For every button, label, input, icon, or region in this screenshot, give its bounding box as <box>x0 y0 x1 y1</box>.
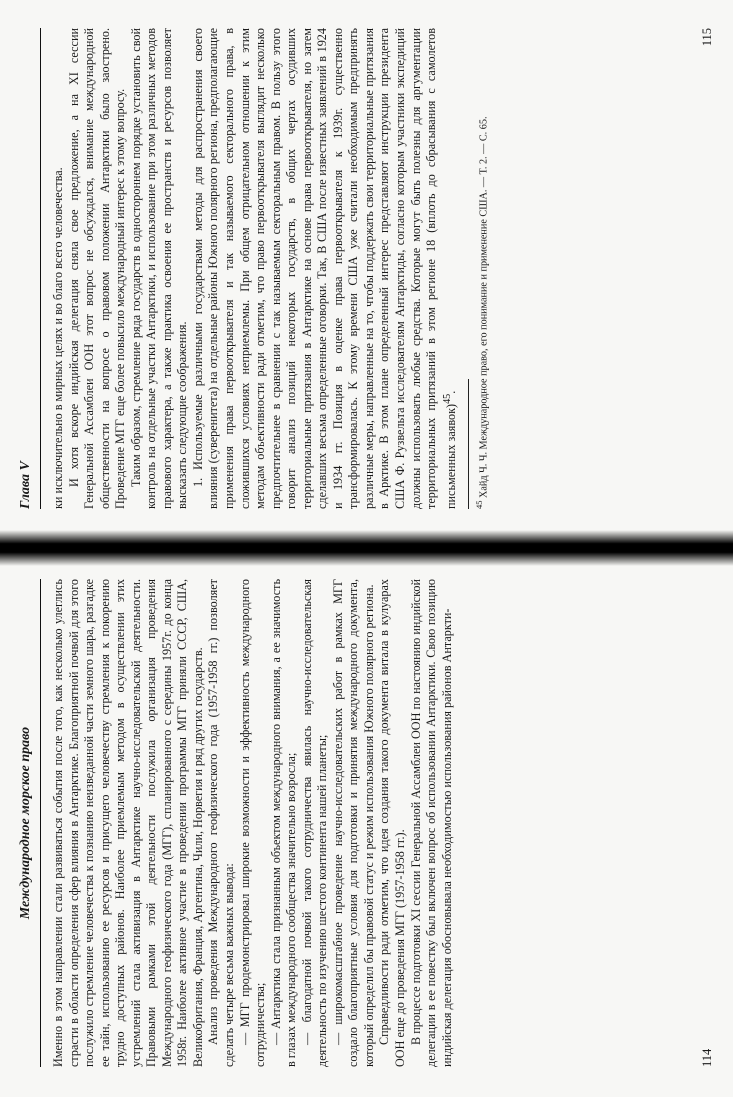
paragraph: Именно в этом направлении стали развиваться события после того, как несколько улеглись страсти в области определения сфер влияния в Антарктике. Благоприятной почвой для этого послужило стремление человечества к познанию неизведанной части земного шара, разгадке ее тайн, использованию ее ресурсов и присущего человечеству стремления к покорению трудно доступных районов. Наиболее приемлемым методом в осуществлении этих устремлений стала активизация в Антарктике научно-исследовательской деятельности. Правовыми рамками этой деятельности послужила организация проведения Международного геофизического года (МГГ), спланированного с середины 1957г. до конца 1958г. Наиболее активное участие в проведении программы МГГ приняли СССР, США, Великобритания, Франция, Аргентина, Чили, Норвегия и ряд других государств. <box>51 579 205 1067</box>
left-page <box>0 549 733 1097</box>
footnote-rule <box>468 379 469 509</box>
footnote-marker: 45 <box>474 500 485 509</box>
list-item: — Антарктика стала признанным объектом международного внимания, а ее значимость в глазах международного сообщества значительно возросла; <box>268 579 299 1067</box>
paragraph: Таким образом, стремление ряда государств в одностороннем порядке установить свой контроль на отдельные участки Антарктики, и использование при этом различных методов правового характера, а также практика освоения ее пространств и ресурсов позволяет высказать следующие соображения. <box>128 28 190 509</box>
paragraph: И хотя вскоре индийская делегация сняла свое предложение, а на XI сессии Генеральной Ассамблеи ООН этот вопрос не обсуждался, внимание международной общественности на вопросе о правовом положении Антарктики было заострено. Проведение МГГ еще более повысило международный интерес к этому вопросу. <box>66 28 128 509</box>
list-item: — МГГ продемонстрировал широкие возможности и эффективность международного сотрудничества; <box>237 579 268 1067</box>
running-head: Международное морское право <box>18 726 33 920</box>
page-number: 115 <box>700 28 714 47</box>
footnote-text: Хайд Ч. Ч. Международное право, его понимание и применение США. — Т. 2. — С. 65. <box>478 116 490 498</box>
paragraph-text: 1. Используемые различными государствами методы для распространения своего влияния (суверенитета) на отдельные районы Южного полярного региона, предполагающие применения права первооткрывателя и так называемого секторального права, в сложившихся условиях неприемлемы. При общем отрицательном отношении к этим методам объективности ради отметим, что право первооткрывателя выглядит несколько предпочтительнее в сравнении с так называемым секторальным правом. В пользу этого говорит анализ позиций некоторых государств, в общих чертах осудивших территориальные притязания в Антарктике на основе права первооткрывателя, но затем сделавших весьма определенные оговорки. Так, В США после известных заявлений в 1924 и 1934 гг. Позиция в оценке права первооткрывателя к 1939г. существенно трансформировалась. К этому времени США уже считали необходимым предпринять различные меры, направленные на то, чтобы поддержать свои территориальные притязания в Арктике. В этом плане определенный интерес представляют инструкции президента США Ф. Рузвельта исследователям Антарктиды, согласно которым участники экспедиций должны использовать любые средства. Которые могут быть полезны для аргументации территориальных притязаний в этом регионе 18 (вплоть до сбрасывания с самолетов письменных заявок) <box>190 28 458 509</box>
page-body <box>51 579 455 1067</box>
page-body <box>51 28 459 509</box>
paragraph: Справедливости ради отметим, что идея создания такого документа витала в кулуарах ООН еще до проведения МГГ (1957-1958 гг.). <box>377 579 408 1067</box>
header-rule <box>40 579 41 1067</box>
list-item: — широкомасштабное проведение научно-исследовательских работ в рамках МГГ создало благоприятные условия для подготовки и принятия международного документа, который определил бы правовой статус и режим использования Южного полярного региона. <box>330 579 376 1067</box>
paragraph: ки исключительно в мирных целях и во благо всего человечества. <box>51 167 65 509</box>
page-number: 114 <box>700 1048 714 1067</box>
paragraph: В процессе подготовки XI сессии Генеральной Ассамблеи ООН по настоянию индийской делегации в ее повестку был включен вопрос об использовании Антарктики. Свою позицию индийская делегация обосновывала необходимостью использования районов Антаркти- <box>408 579 454 1067</box>
footnote <box>473 28 491 509</box>
running-head: Глава V <box>18 461 33 509</box>
paragraph: Анализ проведения Международного геофизического года (1957-1958 гг.) позволяет сделать четыре весьма важных вывода: <box>206 579 237 1067</box>
list-item: — благодатной почвой такого сотрудничества явилась научно-исследовательская деятельность по изучению шестого континента нашей планеты; <box>299 579 330 1067</box>
paragraph: 1. Используемые различными государствами методы для распространения своего влияния (суверенитета) на отдельные районы Южного полярного региона, предполагающие применения права первооткрывателя и так называемого секторального права, в сложившихся условиях неприемлемы. При общем отрицательном отношении к этим методам объективности ради отметим, что право первооткрывателя выглядит несколько предпочтительнее в сравнении с так называемым секторальным правом. В пользу этого говорит анализ позиций некоторых государств, в общих чертах осудивших территориальные притязания в Антарктике на основе права первооткрывателя, но затем сделавших весьма определенные оговорки. Так, В США после известных заявлений в 1924 и 1934 гг. Позиция в оценке права первооткрывателя к 1939г. существенно трансформировалась. К этому времени США уже считали необходимым предпринять различные меры, направленные на то, чтобы поддержать свои территориальные притязания в Арктике. В этом плане определенный интерес представляют инструкции президента США Ф. Рузвельта исследователям Антарктиды, согласно которым участники экспедиций должны использовать любые средства. Которые могут быть полезны для аргументации территориальных притязаний в этом регионе 18 (вплоть до сбрасывания с самолетов письменных заявок)$^{45}$. <box>190 28 458 509</box>
header-rule <box>40 28 41 509</box>
footnote-reference: 45 <box>441 393 453 404</box>
